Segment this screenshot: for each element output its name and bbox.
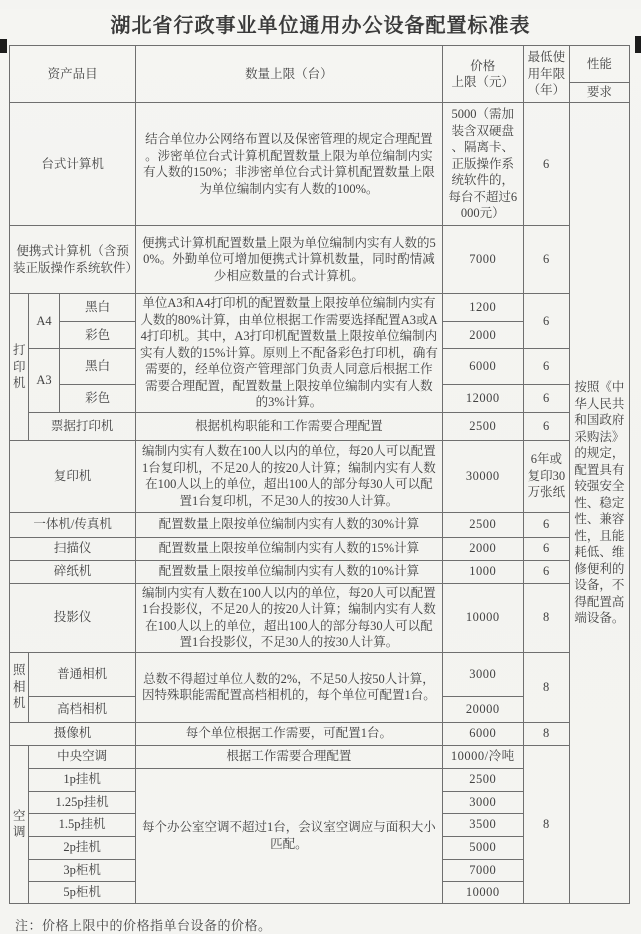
cell-printer-a3-label: A3 [29,349,60,413]
cell-ac-item-label: 2p挂机 [29,836,136,859]
header-asset-category: 资产品目 [10,46,136,103]
scanned-document-page [0,9,641,933]
cell-ac-item-price: 3500 [442,813,523,836]
cell-camera-group-label: 照相机 [10,652,29,722]
cell-projector-years: 8 [523,583,569,652]
cell-printer-group-label: 打印机 [10,294,29,441]
cell-laptop-price: 7000 [442,226,523,294]
cell-desktop-years: 6 [523,103,569,226]
cell-aio-fax-label: 一体机/传真机 [10,512,136,537]
cell-camera-years: 8 [523,652,569,722]
cell-aio-fax-price: 2500 [442,512,523,537]
cell-printer-a3-color-label: 彩色 [60,384,136,412]
cell-shredder-years: 6 [523,560,569,583]
cell-camcorder-years: 8 [523,722,569,745]
scan-artifact-left [0,39,7,53]
cell-shredder-price: 1000 [442,560,523,583]
header-quantity-limit: 数量上限（台） [136,46,442,103]
scan-artifact-right [635,36,641,53]
cell-laptop-years: 6 [523,226,569,294]
cell-camera-normal-label: 普通相机 [29,652,136,696]
cell-desktop-label: 台式计算机 [10,103,136,226]
cell-ac-item-price: 10000 [442,881,523,903]
header-price-limit [442,46,523,103]
cell-aio-fax-years: 6 [523,512,569,537]
cell-printer-shared-qty: 单位A3和A4打印机的配置数量上限按单位编制内实有人数的80%计算，由单位根据工作需要选择配置A3或A4打印机。其中，A3打印机配置数量上限按单位编制内实有人数的15%计算。原则上不配备彩色打印机，确有需要的，经单位资产管理部门负责人同意后根据工作需要合理配置，配置数量上限按单位编制内实有人数的3%计算。 [136,294,442,413]
cell-printer-a3-color-price: 12000 [442,384,523,412]
cell-printer-a4-years: 6 [523,294,569,349]
cell-aio-fax-qty: 配置数量上限按单位编制内实有人数的30%计算 [136,512,442,537]
cell-ac-central-label: 中央空调 [29,745,136,768]
header-performance-top: 性能 [569,46,629,83]
cell-receipt-printer-label: 票据打印机 [29,412,136,440]
cell-laptop-label: 便携式计算机（含预装正版操作系统软件） [10,226,136,294]
cell-printer-a4-color-label: 彩色 [60,322,136,349]
cell-copier-qty: 编制内实有人数在100人以内的单位，每20人可以配置1台复印机，不足20人的按20人计算；编制内实有人数在100人以上的单位，超出100人的部分每30人可以配置1台复印机，不足30人的按30人计算。 [136,440,442,512]
cell-ac-item-price: 5000 [442,836,523,859]
cell-camera-highend-price: 20000 [442,696,523,722]
cell-camcorder-qty: 每个单位根据工作需要，可配置1台。 [136,722,442,745]
cell-printer-a3-bw-label: 黑白 [60,349,136,385]
header-performance-bottom: 要求 [569,83,629,103]
cell-camera-normal-price: 3000 [442,652,523,696]
cell-ac-item-label: 5p柜机 [29,881,136,903]
cell-scanner-qty: 配置数量上限按单位编制内实有人数的15%计算 [136,537,442,560]
cell-printer-a4-bw-label: 黑白 [60,294,136,322]
cell-ac-central-qty: 根据工作需要合理配置 [136,745,442,768]
cell-projector-label: 投影仪 [10,583,136,652]
cell-desktop-qty: 结合单位办公网络布置以及保密管理的规定合理配置。涉密单位台式计算机配置数量上限为单位编制内实有人数的150%；非涉密单位台式计算机配置数量上限为单位编制内实有人数的100%。 [136,103,442,226]
cell-receipt-printer-price: 2500 [442,412,523,440]
cell-camcorder-label: 摄像机 [10,722,136,745]
cell-printer-a3-bw-years: 6 [523,349,569,385]
header-price-line2: 上限（元） [451,75,514,89]
cell-ac-shared-qty: 每个办公室空调不超过1台，会议室空调应与面积大小匹配。 [136,768,442,903]
cell-laptop-qty: 便携式计算机配置数量上限为单位编制内实有人数的50%。外勤单位可增加便携式计算机数量，同时酌情减少相应数量的台式计算机。 [136,226,442,294]
cell-receipt-printer-years: 6 [523,412,569,440]
cell-camcorder-price: 6000 [442,722,523,745]
cell-ac-central-price: 10000/冷吨 [442,745,523,768]
cell-ac-item-price: 2500 [442,768,523,791]
cell-projector-price: 10000 [442,583,523,652]
cell-ac-item-label: 1p挂机 [29,768,136,791]
cell-copier-years: 6年或复印30万张纸 [523,440,569,512]
cell-scanner-price: 2000 [442,537,523,560]
cell-ac-item-price: 7000 [442,859,523,881]
cell-camera-highend-label: 高档相机 [29,696,136,722]
cell-ac-item-price: 3000 [442,791,523,813]
equipment-standard-table [9,45,630,904]
cell-ac-years: 8 [523,745,569,903]
page-title: 湖北省行政事业单位通用办公设备配置标准表 [110,15,531,37]
cell-ac-group-label: 空调 [10,745,29,903]
cell-ac-item-label: 3p柜机 [29,859,136,881]
cell-desktop-price: 5000（需加装含双硬盘、隔离卡、正版操作系统软件的，每台不超过6000元） [442,103,523,226]
cell-copier-label: 复印机 [10,440,136,512]
cell-scanner-label: 扫描仪 [10,537,136,560]
cell-ac-item-label: 1.5p挂机 [29,813,136,836]
cell-performance-requirement: 按照《中华人民共和国政府采购法》的规定，配置具有较强安全性、稳定性、兼容性，且能耗低、维修便利的设备，不得配置高端设备。 [569,103,629,904]
cell-printer-a3-bw-price: 6000 [442,349,523,385]
cell-copier-price: 30000 [442,440,523,512]
cell-printer-a4-label: A4 [29,294,60,349]
cell-printer-a4-bw-price: 1200 [442,294,523,322]
header-min-years: 最低使用年限（年） [523,46,569,103]
header-price-line1: 价格 [470,58,496,73]
cell-ac-item-label: 1.25p挂机 [29,791,136,813]
cell-projector-qty: 编制内实有人数在100人以内的单位，每20人可以配置1台投影仪，不足20人的按20人计算；编制内实有人数在100人以上的单位，超出100人的部分每30人可以配置1台投影仪，不足30人的按30人计算。 [136,583,442,652]
cell-printer-a3-color-years: 6 [523,384,569,412]
table-note: 注：价格上限中的价格指单台设备的价格。 [15,917,272,933]
cell-scanner-years: 6 [523,537,569,560]
cell-shredder-label: 碎纸机 [10,560,136,583]
cell-printer-a4-color-price: 2000 [442,322,523,349]
cell-shredder-qty: 配置数量上限按单位编制内实有人数的10%计算 [136,560,442,583]
cell-camera-shared-qty: 总数不得超过单位人数的2%，不足50人按50人计算，因特殊职能需配置高档相机的，每个单位可配置1台。 [136,652,442,722]
cell-receipt-printer-qty: 根据机构职能和工作需要合理配置 [136,412,442,440]
